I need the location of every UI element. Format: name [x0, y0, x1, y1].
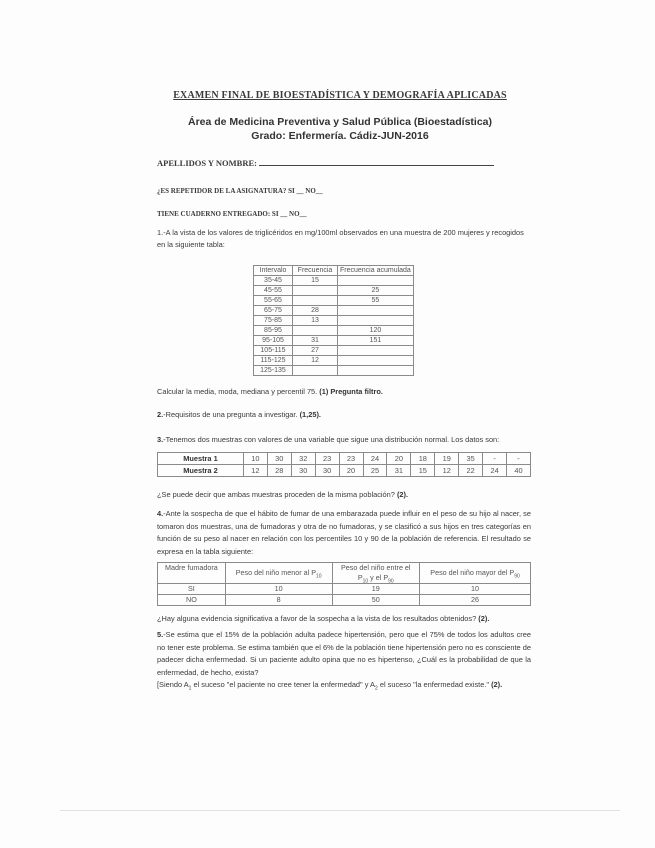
table-cell: 13	[293, 315, 338, 325]
table-cell: NO	[158, 595, 226, 606]
q5-text: -Se estima que el 15% de la población adulta padece hipertensión, pero que el 75% de todos los adultos cree no tener este problema. Se estima también que el 6% de la población tiene hipertensión pero no es consciente de padecer dicha enfermedad. Si un paciente adulto opina que no es hipertenso, ¿Cuál es la probabilidad de que la enfermedad, de hecho, exista?	[157, 630, 531, 677]
header-text: P	[357, 573, 363, 583]
q1-task-text: Calcular la media, moda, mediana y percentil 75.	[157, 386, 318, 396]
table-row	[254, 315, 414, 325]
table-cell	[338, 365, 414, 375]
table-cell: 31	[293, 335, 338, 345]
table-cell: 20	[339, 465, 363, 477]
subscript: 90	[514, 573, 520, 580]
table-cell	[338, 275, 414, 285]
notebook-question: TIENE CUADERNO ENTREGADO: SI __ NO__	[157, 210, 307, 218]
q4	[157, 508, 531, 558]
table-cell: 27	[293, 345, 338, 355]
q3-question	[157, 489, 531, 501]
q3	[157, 434, 512, 446]
table-cell: 10	[243, 453, 267, 465]
q3-num: 3.	[157, 434, 164, 444]
q3-text: -Tenemos dos muestras con valores de una variable que sigue una distribución normal. Los datos son:	[163, 434, 500, 444]
table-cell: 24	[363, 453, 387, 465]
name-label: APELLIDOS Y NOMBRE:	[157, 158, 257, 168]
smoking-table	[157, 562, 531, 606]
subtitle-grade: Grado: Enfermería. Cádiz-JUN-2016	[251, 130, 429, 142]
name-field	[157, 157, 531, 169]
exam-title: EXAMEN FINAL DE BIOESTADÍSTICA Y DEMOGRAFÍA APLICADAS	[173, 90, 507, 101]
table-cell: 15	[411, 465, 435, 477]
table-cell: 26	[420, 595, 531, 606]
table-cell: 23	[315, 453, 339, 465]
table-cell	[338, 345, 414, 355]
table-row	[254, 285, 414, 295]
page-edge	[60, 810, 620, 811]
table-cell: SI	[158, 584, 226, 595]
table-cell	[293, 365, 338, 375]
table-cell: 23	[339, 453, 363, 465]
table-cell: 55-65	[254, 295, 293, 305]
subscript: 10	[362, 578, 369, 585]
q5-note: el suceso "el paciente no cree tener la enfermedad" y A	[191, 680, 375, 690]
q2-points: (1,25).	[299, 410, 321, 420]
table-cell	[338, 315, 414, 325]
q2	[157, 409, 531, 421]
table-row	[254, 295, 414, 305]
q5-num: 5.	[157, 630, 164, 640]
table-row	[254, 325, 414, 335]
table-cell: 55	[338, 295, 414, 305]
table-cell: 125-135	[254, 365, 293, 375]
table-row	[158, 595, 531, 606]
table-cell: 120	[338, 325, 414, 335]
table-cell	[338, 355, 414, 365]
table-header-row	[158, 563, 531, 584]
table-cell: 20	[387, 453, 411, 465]
q4-num: 4.	[157, 509, 164, 519]
name-line	[259, 157, 494, 166]
table-cell: 10	[420, 584, 531, 595]
trigliceridos-table	[253, 265, 414, 376]
header-text: Peso del niño mayor del P	[430, 568, 515, 578]
table-row	[158, 584, 531, 595]
table-cell	[338, 305, 414, 315]
table-row	[254, 345, 414, 355]
table-cell: 19	[435, 453, 459, 465]
table-cell: 28	[267, 465, 291, 477]
table-cell	[293, 285, 338, 295]
q1-task	[157, 386, 531, 398]
table-cell: 105-115	[254, 345, 293, 355]
table-cell: 8	[225, 595, 332, 606]
table-cell: 22	[459, 465, 483, 477]
table-cell: 85-95	[254, 325, 293, 335]
table-cell: 12	[243, 465, 267, 477]
q5-note: [Siendo A	[157, 680, 189, 690]
q2-num: 2.	[157, 410, 164, 420]
table-cell: Muestra 2	[158, 465, 244, 477]
table-cell: 12	[293, 355, 338, 365]
header-cell	[332, 563, 420, 584]
table-cell: 65-75	[254, 305, 293, 315]
table-cell: 24	[483, 465, 507, 477]
q4-text: -Ante la sospecha de que el hábito de fumar de una embarazada puede influir en el peso de su hijo al nacer, se tomaron dos muestras, una de fumadoras y otra de no fumadoras, y se clasificó a sus hijos en tres categorías en función de su peso al nacer en relación con los percentiles 10 y 90 de la población de referencia. El resultado se expresa en la tabla siguiente:	[157, 509, 531, 556]
table-cell: 31	[387, 465, 411, 477]
table-cell	[293, 325, 338, 335]
table-cell: Intervalo	[254, 265, 293, 275]
table-cell: 35	[459, 453, 483, 465]
table-cell: 50	[332, 595, 420, 606]
header-text: Peso del niño entre el	[341, 563, 411, 573]
table-cell: 30	[267, 453, 291, 465]
header-cell	[420, 563, 531, 584]
q4-question-text: ¿Hay alguna evidencia significativa a favor de la sospecha a la vista de los resultados obtenidos?	[157, 614, 477, 624]
table-cell: 32	[291, 453, 315, 465]
table-cell: 25	[338, 285, 414, 295]
header-text: Peso del niño menor al P	[235, 568, 317, 578]
table-cell: 115-125	[254, 355, 293, 365]
table-cell: 10	[225, 584, 332, 595]
table-cell: Frecuencia	[293, 265, 338, 275]
table-cell: -	[483, 453, 507, 465]
table-cell: -	[507, 453, 531, 465]
table-cell: 75-85	[254, 315, 293, 325]
header-cell	[225, 563, 332, 584]
table-cell: 25	[363, 465, 387, 477]
table-cell: 151	[338, 335, 414, 345]
table-row	[254, 355, 414, 365]
table-cell: 35-45	[254, 275, 293, 285]
table-cell: 40	[507, 465, 531, 477]
table-cell: Frecuencia acumulada	[338, 265, 414, 275]
header-cell: Madre fumadora	[158, 563, 226, 584]
q2-text: -Requisitos de una pregunta a investigar.	[163, 410, 298, 420]
q4-question	[157, 613, 531, 625]
header-text: y el P	[368, 573, 389, 583]
table-cell: 18	[411, 453, 435, 465]
subtitle-area: Área de Medicina Preventiva y Salud Pública (Bioestadística)	[187, 116, 493, 128]
table-row	[254, 305, 414, 315]
table-cell: 15	[293, 275, 338, 285]
q4-points: (2).	[478, 614, 490, 624]
table-cell: 28	[293, 305, 338, 315]
q3-question-text: ¿Se puede decir que ambas muestras proceden de la misma población?	[157, 490, 395, 500]
table-cell: 95-105	[254, 335, 293, 345]
q5-points: (2).	[491, 680, 503, 690]
samples-table	[157, 452, 531, 477]
q1-task-points: (1) Pregunta filtro.	[319, 386, 383, 396]
table-row	[254, 265, 414, 275]
table-row	[158, 453, 531, 465]
q1-text: 1.-A la vista de los valores de triglicéridos en mg/100ml observados en una muestra de 200 mujeres y recogidos en la siguiente tabla:	[157, 228, 524, 250]
exam-body	[157, 157, 531, 692]
subscript: 90	[388, 578, 394, 585]
subscript: 1	[188, 685, 192, 692]
subscript: 2	[375, 685, 378, 692]
q3-points: (2).	[396, 490, 409, 500]
table-cell: 30	[315, 465, 339, 477]
table-cell: 30	[291, 465, 315, 477]
subscript: 10	[316, 573, 322, 580]
table-cell: 19	[332, 584, 420, 595]
table-cell	[293, 295, 338, 305]
table-cell: 45-55	[254, 285, 293, 295]
table-cell: Muestra 1	[158, 453, 244, 465]
table-row	[158, 465, 531, 477]
table-cell: 12	[435, 465, 459, 477]
q5-note: el suceso "la enfermedad existe."	[377, 680, 490, 690]
repeat-question: ¿ES REPETIDOR DE LA ASIGNATURA? SI __ NO__	[157, 187, 323, 195]
table-row	[254, 335, 414, 345]
table-row	[254, 365, 414, 375]
table-row	[254, 275, 414, 285]
q5	[157, 629, 531, 691]
